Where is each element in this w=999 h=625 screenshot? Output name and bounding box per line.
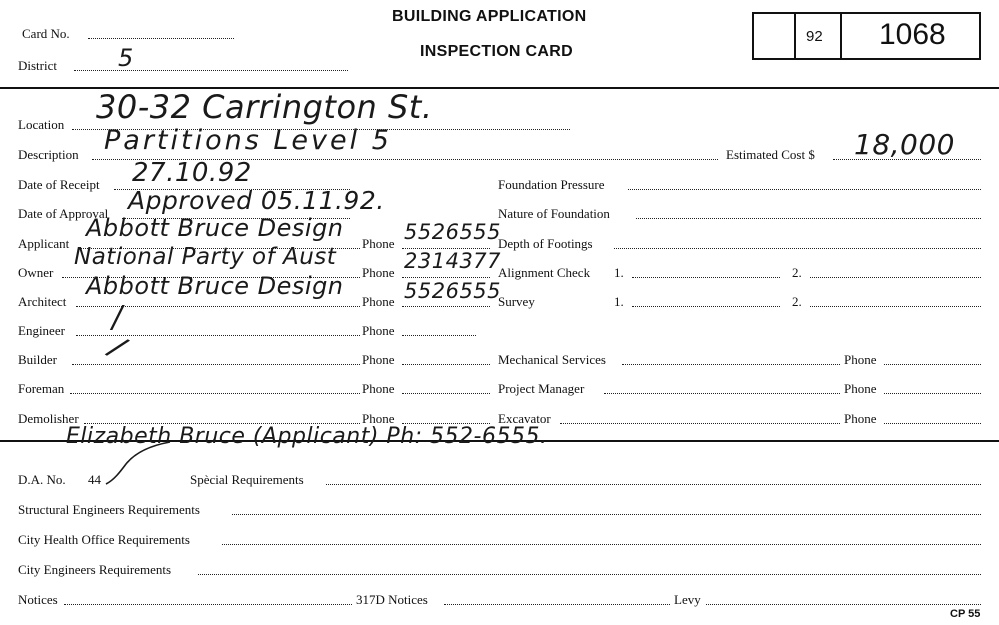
- builder-label: Builder: [18, 352, 57, 367]
- engineer-value: /: [112, 300, 123, 335]
- handwritten-note: Elizabeth Bruce (Applicant) Ph: 552-6555.: [66, 424, 548, 449]
- district-line: [74, 70, 348, 71]
- alignment-line2: [810, 277, 981, 278]
- notices-label: Notices: [18, 592, 58, 607]
- alignment-num2: 2.: [792, 265, 802, 280]
- builder-value: /: [103, 329, 131, 366]
- applicant-phone-label: Phone: [362, 236, 395, 251]
- location-value: 30-32 Carrington St.: [96, 88, 433, 126]
- owner-phone-value: 2314377: [404, 249, 502, 273]
- nature-foundation-line: [636, 218, 981, 219]
- mechanical-phone-label: Phone: [844, 352, 877, 367]
- box-large-value: 1068: [879, 18, 946, 51]
- box-blank: [754, 14, 796, 58]
- description-value: Partitions Level 5: [104, 125, 392, 156]
- levy-label: Levy: [674, 592, 701, 607]
- survey-num2: 2.: [792, 294, 802, 309]
- estimated-cost-label: Estimated Cost $: [726, 147, 815, 162]
- mechanical-label: Mechanical Services: [498, 352, 606, 367]
- da-no-value: 44: [88, 472, 101, 487]
- project-manager-line: [604, 393, 840, 394]
- depth-footings-line: [614, 248, 981, 249]
- structural-req-label: Structural Engineers Requirements: [18, 502, 200, 517]
- builder-line: [72, 364, 360, 365]
- foreman-label: Foreman: [18, 381, 65, 396]
- form-code: CP 55: [950, 608, 981, 620]
- architect-phone-value: 5526555: [404, 279, 502, 303]
- district-label: District: [18, 58, 57, 73]
- builder-phone-line: [402, 364, 490, 365]
- architect-value: Abbott Bruce Design: [86, 272, 344, 300]
- notices317-label: 317D Notices: [356, 592, 428, 607]
- mechanical-phone-line: [884, 364, 981, 365]
- architect-label: Architect: [18, 294, 67, 309]
- owner-phone-label: Phone: [362, 265, 395, 280]
- estimated-cost-value: 18,000: [854, 128, 955, 161]
- engineer-phone-line: [402, 335, 476, 336]
- excavator-phone-label: Phone: [844, 411, 877, 426]
- foundation-pressure-label: Foundation Pressure: [498, 177, 605, 192]
- owner-phone-line: [402, 277, 490, 278]
- card-no-label: Card No.: [22, 26, 70, 41]
- excavator-phone-line: [884, 423, 981, 424]
- card-no-line: [88, 38, 234, 39]
- location-label: Location: [18, 117, 65, 132]
- alignment-check-label: Alignment Check: [498, 265, 591, 280]
- special-req-line: [326, 484, 981, 485]
- nature-foundation-label: Nature of Foundation: [498, 206, 610, 221]
- mechanical-line: [622, 364, 840, 365]
- da-tick-mark: [104, 440, 174, 486]
- notices-line: [64, 604, 352, 605]
- health-req-line: [222, 544, 981, 545]
- special-req-label: Spècial Requirements: [190, 472, 304, 487]
- demolisher-label: Demolisher: [18, 411, 79, 426]
- engineer-label: Engineer: [18, 323, 65, 338]
- da-no-label: D.A. No.: [18, 472, 66, 487]
- box-small-value: 92: [806, 28, 823, 45]
- depth-footings-label: Depth of Footings: [498, 236, 593, 251]
- applicant-value: Abbott Bruce Design: [86, 214, 344, 242]
- foreman-line: [70, 393, 360, 394]
- excavator-line: [560, 423, 840, 424]
- project-manager-phone-line: [884, 393, 981, 394]
- district-value: 5: [118, 44, 134, 72]
- project-manager-label: Project Manager: [498, 381, 585, 396]
- survey-line1: [632, 306, 780, 307]
- date-approval-value: Approved 05.11.92.: [128, 186, 385, 215]
- survey-line2: [810, 306, 981, 307]
- alignment-line1: [632, 277, 780, 278]
- builder-phone-label: Phone: [362, 352, 395, 367]
- city-eng-req-label: City Engineers Requirements: [18, 562, 172, 577]
- survey-num1: 1.: [614, 294, 624, 309]
- foreman-phone-label: Phone: [362, 381, 395, 396]
- applicant-phone-value: 5526555: [404, 220, 502, 244]
- foreman-phone-line: [402, 393, 490, 394]
- owner-value: National Party of Aust: [74, 244, 337, 270]
- levy-line: [706, 604, 981, 605]
- city-eng-req-line: [198, 574, 981, 575]
- architect-phone-label: Phone: [362, 294, 395, 309]
- applicant-label: Applicant: [18, 236, 70, 251]
- title-line1: BUILDING APPLICATION: [392, 8, 587, 25]
- structural-req-line: [232, 514, 981, 515]
- date-approval-label: Date of Approval: [18, 206, 109, 221]
- foundation-pressure-line: [628, 189, 981, 190]
- excavator-label: Excavator: [498, 411, 551, 426]
- description-label: Description: [18, 147, 79, 162]
- notices317-line: [444, 604, 670, 605]
- architect-phone-line: [402, 306, 490, 307]
- owner-label: Owner: [18, 265, 54, 280]
- date-receipt-value: 27.10.92: [132, 158, 252, 188]
- engineer-phone-label: Phone: [362, 323, 395, 338]
- alignment-num1: 1.: [614, 265, 624, 280]
- date-receipt-label: Date of Receipt: [18, 177, 100, 192]
- project-manager-phone-label: Phone: [844, 381, 877, 396]
- health-req-label: City Health Office Requirements: [18, 532, 190, 547]
- card-number-boxes: [752, 12, 981, 60]
- demolisher-phone-label: Phone: [362, 411, 395, 426]
- title-line2: INSPECTION CARD: [420, 43, 573, 60]
- survey-label: Survey: [498, 294, 535, 309]
